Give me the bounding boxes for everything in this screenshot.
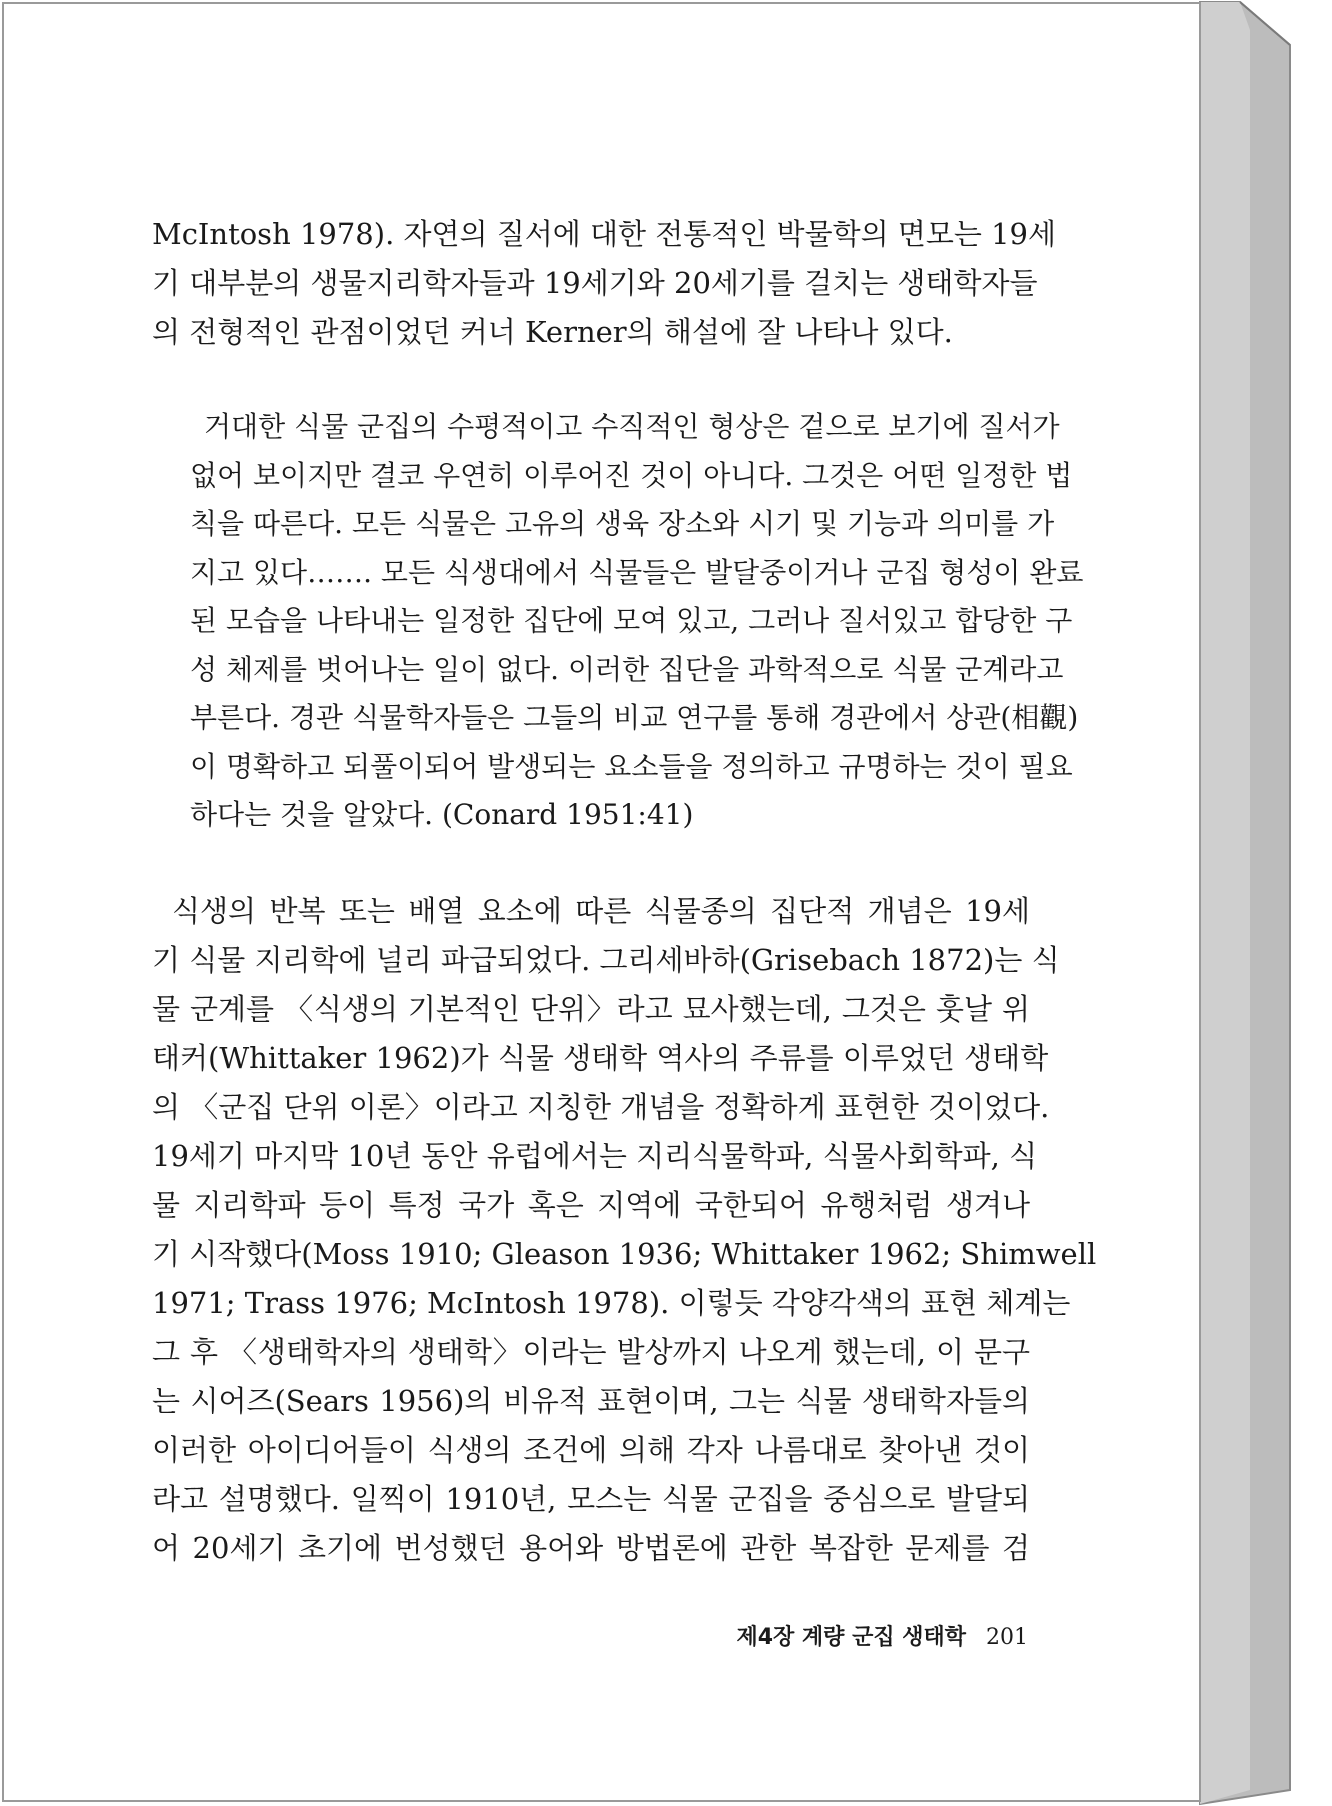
text-line: 는 시어즈(Sears 1956)의 비유적 표현이며, 그는 식물 생태학자들의 [152, 1384, 1030, 1418]
block-quote [190, 403, 1084, 840]
text-line: 태커(Whittaker 1962)가 식물 생태학 역사의 주류를 이루었던 생태학 [152, 1041, 1049, 1075]
text-line: 그 후 〈생태학자의 생태학〉이라는 발상까지 나오게 했는데, 이 문구 [152, 1335, 1030, 1369]
book-side-shadow [1200, 2, 1250, 1804]
text-line: 의 〈군집 단위 이론〉이라고 지칭한 개념을 정확하게 표현한 것이었다. [152, 1090, 1050, 1124]
text-line: 라고 설명했다. 일찍이 1910년, 모스는 식물 군집을 중심으로 발달되 [152, 1482, 1030, 1516]
text-line: 물 지리학파 등이 특정 국가 혹은 지역에 국한되어 유행처럼 생겨나 [152, 1188, 1030, 1222]
quote-line: 없어 보이지만 결코 우연히 이루어진 것이 아니다. 그것은 어떤 일정한 법 [190, 458, 1073, 492]
paragraph-1 [152, 210, 1057, 357]
text-line: 이러한 아이디어들이 식생의 조건에 의해 각자 나름대로 찾아낸 것이 [152, 1433, 1030, 1467]
quote-line: 이 명확하고 되풀이되어 발생되는 요소들을 정의하고 규명하는 것이 필요 [190, 749, 1073, 783]
quote-line: 부른다. 경관 식물학자들은 그들의 비교 연구를 통해 경관에서 상관(相觀) [190, 701, 1079, 734]
chapter-title: 제4장 계량 군집 생태학 [736, 1625, 966, 1650]
quote-line: 성 체제를 벗어나는 일이 없다. 이러한 집단을 과학적으로 식물 군계라고 [190, 652, 1064, 686]
text-line: 1971; Trass 1976; McIntosh 1978). 이렇듯 각양각색의 표현 체계는 [152, 1286, 1071, 1320]
text-line: 어 20세기 초기에 번성했던 용어와 방법론에 관한 복잡한 문제를 검 [152, 1531, 1030, 1565]
page-number: 201 [986, 1625, 1028, 1650]
text-line: 19세기 마지막 10년 동안 유럽에서는 지리식물학파, 식물사회학파, 식 [152, 1139, 1038, 1173]
text-line: McIntosh 1978). 자연의 질서에 대한 전통적인 박물학의 면모는 19세 [152, 217, 1057, 251]
paragraph-3 [152, 887, 1097, 1573]
text-line: 기 대부분의 생물지리학자들과 19세기와 20세기를 걸치는 생태학자들 [152, 266, 1038, 300]
quote-line: 거대한 식물 군집의 수평적이고 수직적인 형상은 겉으로 보기에 질서가 [204, 410, 1060, 443]
text-line: 식생의 반복 또는 배열 요소에 따른 식물종의 집단적 개념은 19세 [172, 894, 1030, 928]
text-line: 기 시작했다(Moss 1910; Gleason 1936; Whittaker 1962; Shimwell [152, 1237, 1097, 1271]
quote-line: 된 모습을 나타내는 일정한 집단에 모여 있고, 그러나 질서있고 합당한 구 [190, 604, 1073, 637]
page-footer [736, 1620, 1028, 1651]
text-line: 물 군계를 〈식생의 기본적인 단위〉라고 묘사했는데, 그것은 훗날 위 [152, 992, 1030, 1026]
quote-line: 칙을 따른다. 모든 식물은 고유의 생육 장소와 시기 및 기능과 의미를 가 [190, 507, 1055, 540]
text-line: 기 식물 지리학에 널리 파급되었다. 그리세바하(Grisebach 1872)는 식 [152, 943, 1060, 977]
text-line: 의 전형적인 관점이었던 커너 Kerner의 해설에 잘 나타나 있다. [152, 315, 953, 349]
quote-line: 하다는 것을 알았다. (Conard 1951:41) [190, 798, 694, 831]
quote-line: 지고 있다……. 모든 식생대에서 식물들은 발달중이거나 군집 형성이 완료 [190, 555, 1084, 589]
